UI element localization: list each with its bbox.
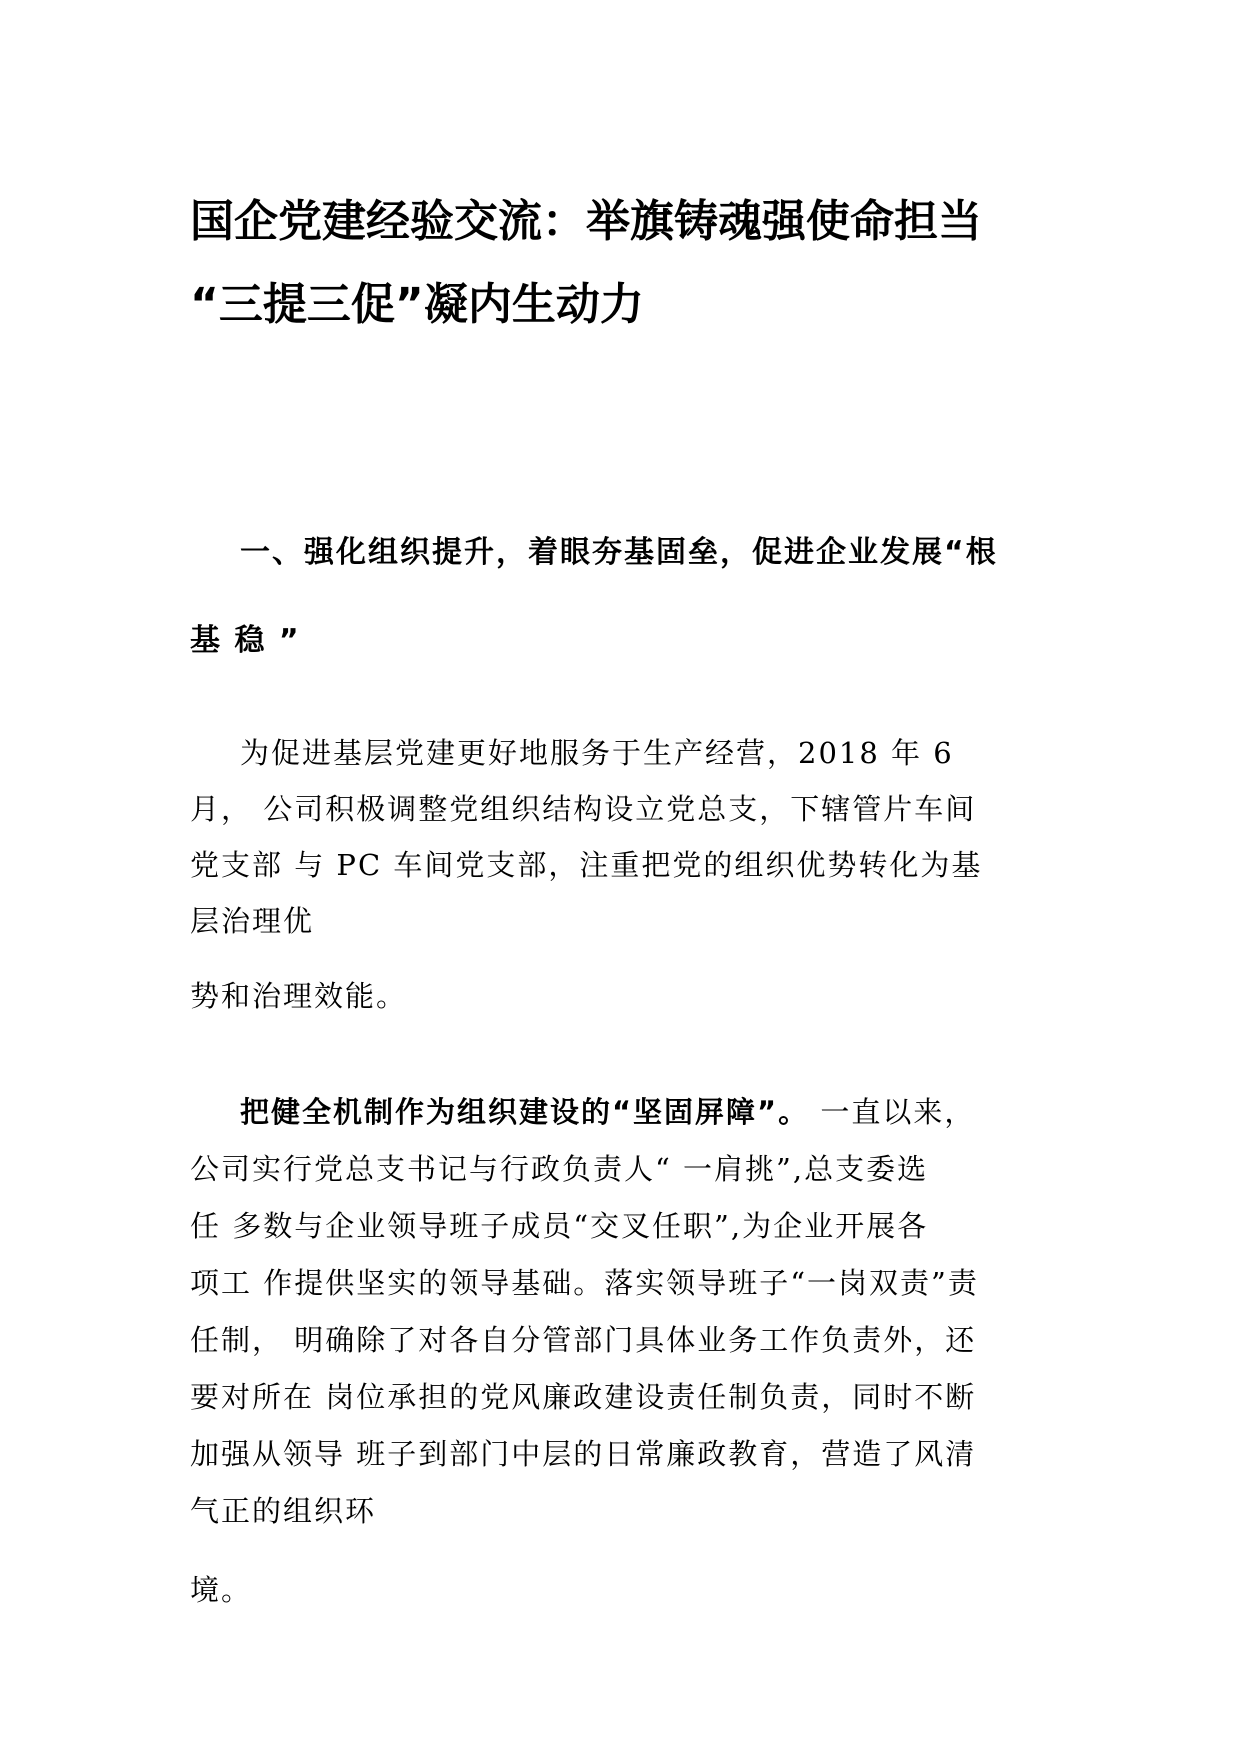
paragraph-2-line-8: 气正的组织环 [190,1494,377,1528]
paragraph-2-line-7: 加强从领导 班子到部门中层的日常廉政教育，营造了风清 [190,1437,977,1471]
paragraph-1-line-5: 势和治理效能。 [190,979,408,1013]
paragraph-2-line-2: 公司实行党总支书记与行政负责人“ 一肩挑”,总支委选 [190,1152,929,1186]
paragraph-2-lead-rest: 一直以来， [809,1095,976,1129]
paragraph-1-line-4: 层治理优 [190,904,315,938]
paragraph-1-line-3: 党支部 与 PC 车间党支部，注重把党的组织优势转化为基 [190,848,983,882]
paragraph-2-line-3: 任 多数与企业领导班子成员“交叉任职”,为企业开展各 [190,1209,929,1243]
document-title-line-1: 国企党建经验交流：举旗铸魂强使命担当 [190,196,982,247]
section-heading-line-2: 基 稳 ” [190,623,301,658]
section-heading-line-1: 一、强化组织提升，着眼夯基固垒，促进企业发展“根 [240,535,998,570]
document-title-line-2: “三提三促”凝内生动力 [190,279,644,330]
paragraph-2-line-9: 境。 [190,1573,253,1607]
paragraph-1-line-2: 月， 公司积极调整党组织结构设立党总支，下辖管片车间 [190,792,977,826]
paragraph-2-line-4: 项工 作提供坚实的领导基础。落实领导班子“一岗双责”责 [190,1266,979,1300]
paragraph-2-line-5: 任制， 明确除了对各自分管部门具体业务工作负责外，还 [190,1323,977,1357]
paragraph-2-line-1 [240,1092,975,1132]
paragraph-1-line-1: 为促进基层党建更好地服务于生产经营，2018 年 6 [240,736,954,770]
paragraph-2-line-6: 要对所在 岗位承担的党风廉政建设责任制负责，同时不断 [190,1380,977,1414]
paragraph-2-lead: 把健全机制作为组织建设的“坚固屏障”。 [240,1095,810,1129]
